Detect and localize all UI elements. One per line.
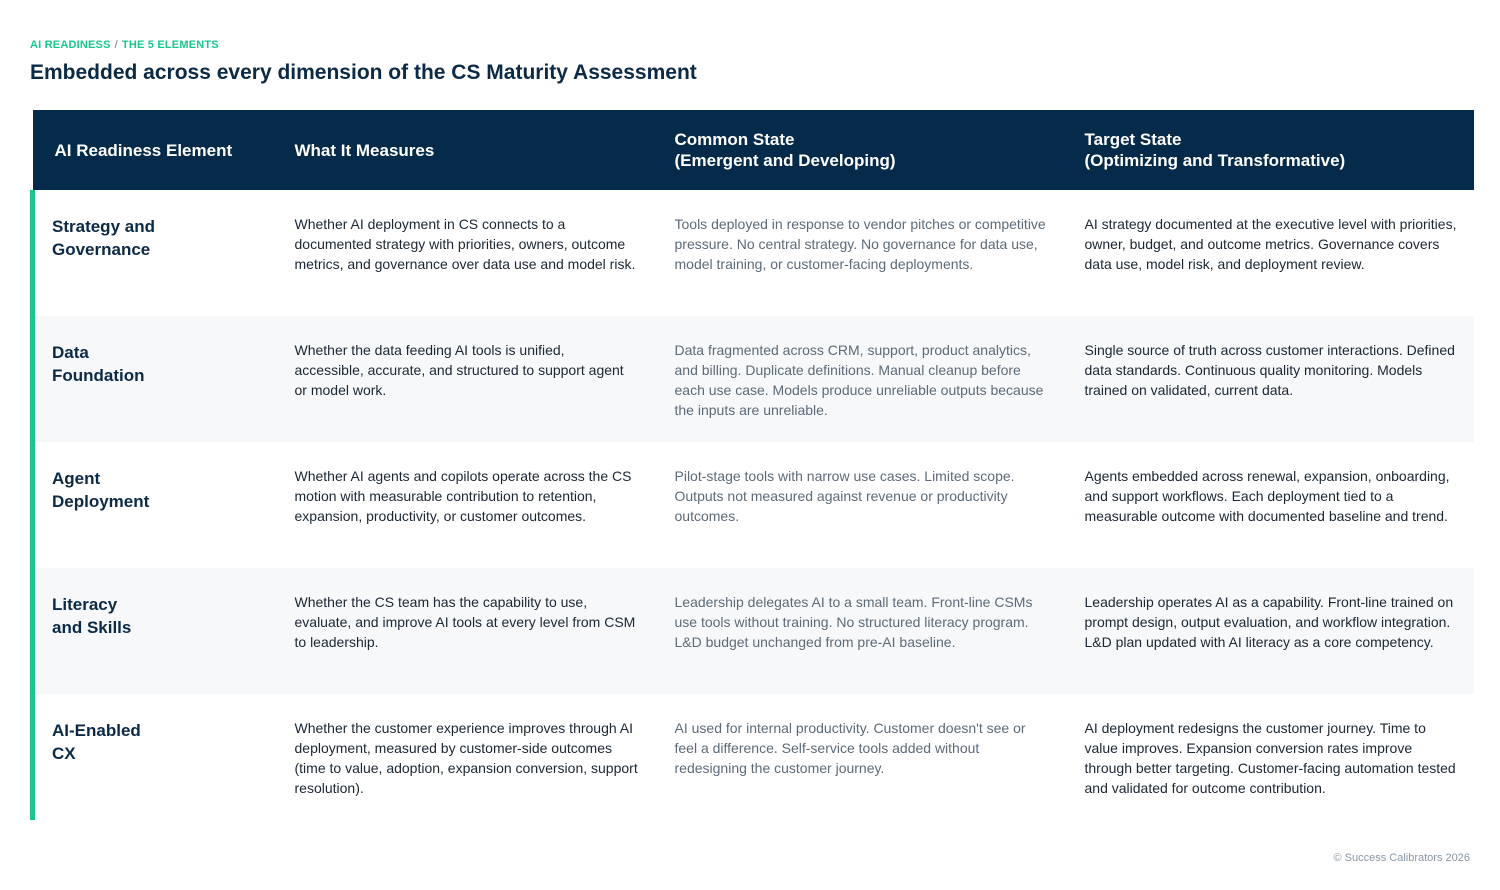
copyright-footer: © Success Calibrators 2026	[1333, 852, 1470, 864]
common-state-text: Data fragmented across CRM, support, product analytics, and billing. Duplicate definitions. Manual cleanup before each use case. Models produce unreliable outputs because the inputs are unreliable.	[674, 342, 1044, 418]
target-state-text: Agents embedded across renewal, expansion, onboarding, and support workflows. Each deployment tied to a measurable outcome with documented baseline and trend.	[1084, 468, 1450, 524]
table-row	[33, 442, 1474, 568]
measure-text: Whether the data feeding AI tools is unified, accessible, accurate, and structured to support agent or model work.	[294, 342, 624, 398]
common-state-text: AI used for internal productivity. Customer doesn't see or feel a difference. Self-service tools added without redesigning the customer journey.	[674, 720, 1026, 776]
measure-text: Whether AI agents and copilots operate across the CS motion with measurable contribution to retention, expansion, productivity, or customer outcomes.	[294, 468, 632, 524]
table-row	[33, 568, 1474, 694]
header-target-state	[1063, 110, 1474, 190]
table-row	[33, 694, 1474, 820]
header-measures-label: What It Measures	[294, 140, 435, 160]
element-name: Literacy and Skills	[52, 595, 132, 637]
target-state-text: Leadership operates AI as a capability. Front-line trained on prompt design, output evaluation, and workflow integration. L&D plan updated with AI literacy as a core competency.	[1084, 594, 1454, 650]
readiness-table	[30, 110, 1471, 820]
breadcrumb-separator: /	[114, 39, 118, 51]
target-state-text: Single source of truth across customer interactions. Defined data standards. Continuous quality monitoring. Models trained on validated, current data.	[1084, 342, 1455, 398]
common-state-text: Pilot-stage tools with narrow use cases. Limited scope. Outputs not measured against revenue or productivity outcomes.	[674, 468, 1015, 524]
element-name: Strategy and Governance	[52, 217, 155, 259]
measure-text: Whether AI deployment in CS connects to a documented strategy with priorities, owners, outcome metrics, and governance over data use and model risk.	[294, 216, 636, 272]
header-common-state	[653, 110, 1063, 190]
header-element-label: AI Readiness Element	[54, 140, 233, 160]
breadcrumb	[30, 39, 219, 51]
breadcrumb-section[interactable]: AI READINESS	[30, 39, 111, 51]
measure-text: Whether the customer experience improves through AI deployment, measured by customer-side outcomes (time to value, adoption, expansion conversion, support resolution).	[294, 720, 638, 796]
table-row	[33, 190, 1474, 316]
header-target-label: Target State (Optimizing and Transformative)	[1084, 130, 1346, 170]
measure-text: Whether the CS team has the capability to use, evaluate, and improve AI tools at every level from CSM to leadership.	[294, 594, 636, 650]
table-header-row	[33, 110, 1474, 190]
element-name: Agent Deployment	[52, 469, 150, 511]
common-state-text: Leadership delegates AI to a small team. Front-line CSMs use tools without training. No structured literacy program. L&D budget unchanged from pre-AI baseline.	[674, 594, 1033, 650]
target-state-text: AI strategy documented at the executive level with priorities, owner, budget, and outcome metrics. Governance covers data use, model risk, and deployment review.	[1084, 216, 1457, 272]
header-element	[33, 110, 273, 190]
target-state-text: AI deployment redesigns the customer journey. Time to value improves. Expansion conversion rates improve through better targeting. Customer-facing automation tested and validated for outcome contribution.	[1084, 720, 1456, 796]
element-name: AI-Enabled CX	[52, 721, 141, 763]
page-title: Embedded across every dimension of the CS Maturity Assessment	[30, 61, 697, 84]
header-measures	[273, 110, 653, 190]
element-name: Data Foundation	[52, 343, 145, 385]
header-common-label: Common State (Emergent and Developing)	[674, 130, 896, 170]
breadcrumb-page: THE 5 ELEMENTS	[121, 39, 219, 51]
common-state-text: Tools deployed in response to vendor pitches or competitive pressure. No central strategy. No governance for data use, model training, or customer-facing deployments.	[674, 216, 1046, 272]
table-row	[33, 316, 1474, 442]
